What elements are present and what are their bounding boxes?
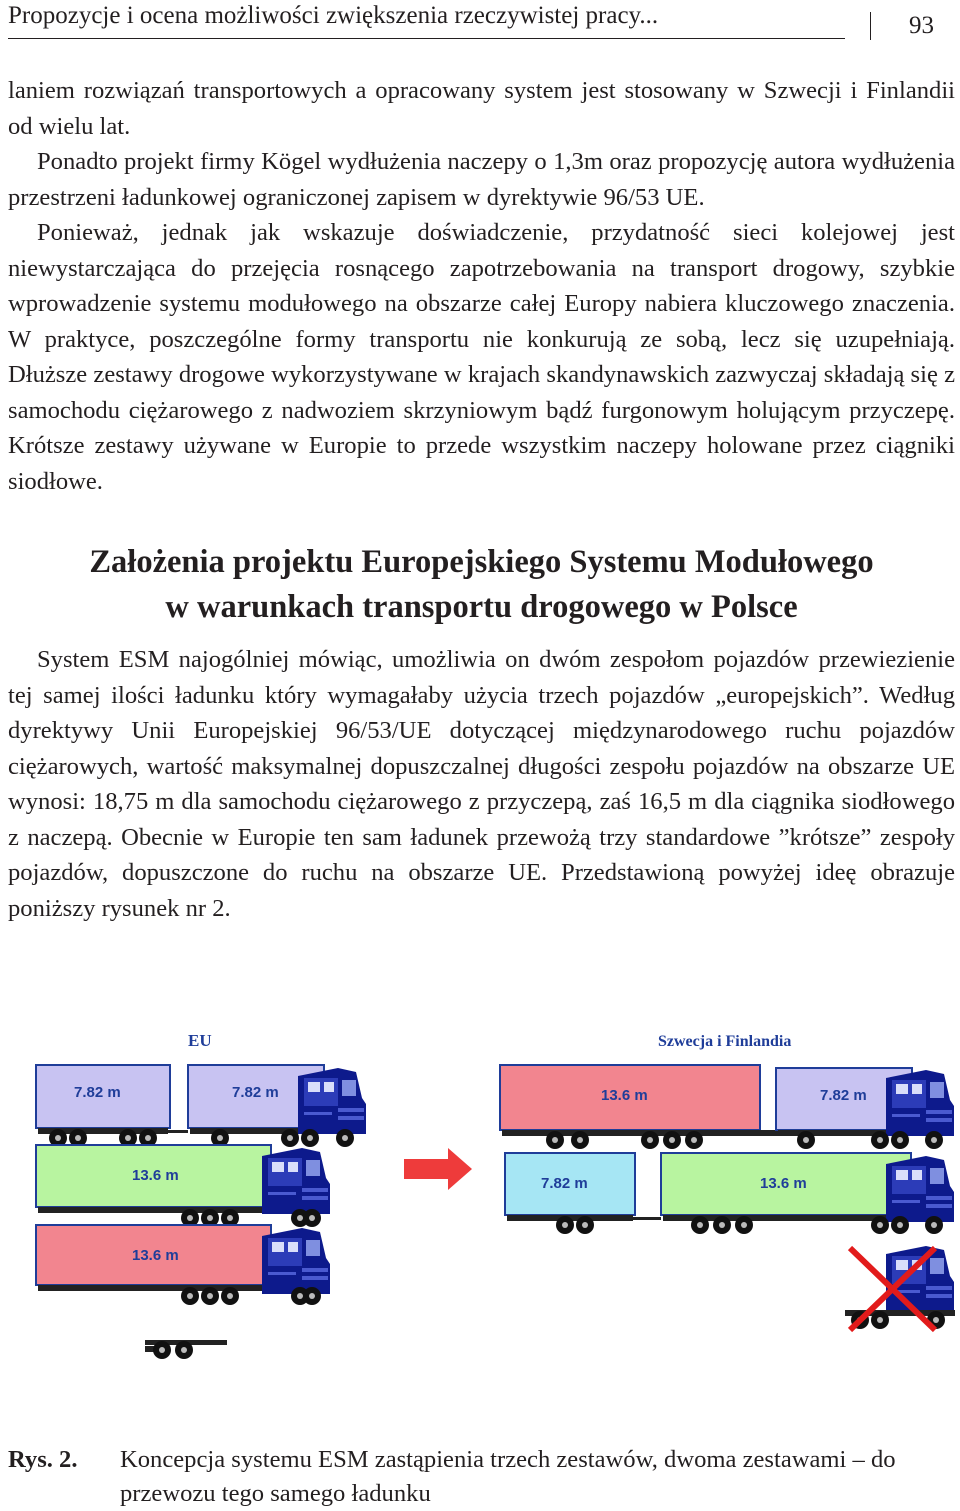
sf-combo2-box1-label: 7.82 m	[541, 1175, 588, 1192]
dolly-icon	[145, 1340, 227, 1359]
eu-combo1-box1-label: 7.82 m	[74, 1084, 121, 1101]
sf-combo-long-1	[500, 1065, 954, 1149]
figure-drawing	[0, 1020, 960, 1400]
eu-combo1-box2-label: 7.82 m	[232, 1084, 279, 1101]
running-title: Propozycje i ocena możliwości zwiększenia rzeczywistej pracy...	[8, 2, 659, 29]
intro-paragraph-1: laniem rozwiązań transportowych a opracowany system jest stosowany w Szwecji i Finlandii od wielu lat.	[8, 77, 955, 140]
header-rule	[8, 38, 845, 39]
eu-combo-semi-green	[36, 1145, 330, 1227]
section-heading-line-1: Założenia projektu Europejskiego Systemu Modułowego	[89, 544, 874, 580]
eu-label: EU	[188, 1031, 212, 1050]
page-number: 93	[909, 12, 934, 39]
section-paragraph: System ESM najogólniej mówiąc, umożliwia on dwóm zespołom pojazdów przewiezienie tej samej ilości ładunku który wymagałaby użycia trzech pojazdów „europejskich”. Według dyrektywy Unii Europejskiej 96/53/UE dotyczącej międzynarodowego ruchu pojazdów ciężarowych, wartość maksymalnej dopuszczalnej długości zespołu pojazdów na obszarze UE wynosi: 18,75 m dla samochodu ciężarowego z przyczepą, zaś 16,5 m dla ciągnika siodłowego z naczepą. Obecnie w Europie ten sam ładunek przewożą trzy standardowe ”krótsze” zespoły pojazdów, dopuszczone do ruchu na obszarze UE. Przedstawioną powyżej ideę obrazuje poniższy rysunek nr 2.	[8, 646, 955, 922]
eu-combo2-box-label: 13.6 m	[132, 1167, 179, 1184]
running-header	[8, 0, 952, 42]
arrow-icon	[404, 1148, 472, 1190]
intro-text	[8, 73, 955, 499]
sf-combo1-box2-label: 7.82 m	[820, 1087, 867, 1104]
intro-paragraph-3: Ponieważ, jednak jak wskazuje doświadczenie, przydatność sieci kolejowej jest niewystarczająca do przejęcia rosnącego zapotrzebowania na transport drogowy, szybkie wprowadzenie systemu modułowego na obszarze całej Europy nabiera kluczowego znaczenia. W praktyce, poszczególne formy transportu nie konkurują ze sobą, lecz się uzupełniają. Dłuższe zestawy drogowe wykorzystywane w krajach skandynawskich zazwyczaj składają się z samochodu ciężarowego z nadwoziem skrzyniowym bądź furgonowym holującym przyczepę. Krótsze zestawy używane w Europie to przede wszystkim naczepy holowane przez ciągniki siodłowe.	[8, 219, 955, 495]
header-divider	[870, 12, 871, 40]
caption-text: Koncepcja systemu ESM zastąpienia trzech zestawów, dwoma zestawami – do przewozu tego samego ładunku	[120, 1446, 896, 1507]
intro-paragraph-2: Ponadto projekt firmy Kögel wydłużenia naczepy o 1,3m oraz propozycję autora wydłużenia przestrzeni ładunkowej ograniczonej zapisem w dyrektywie 96/53 UE.	[8, 148, 955, 211]
section-heading-line-2: w warunkach transportu drogowego w Polsce	[165, 589, 798, 625]
sf-combo-long-2	[505, 1153, 954, 1234]
eu-combo3-box-label: 13.6 m	[132, 1247, 179, 1264]
caption-label: Rys. 2.	[8, 1446, 78, 1473]
sweden-finland-label: Szwecja i Finlandia	[658, 1033, 792, 1050]
sf-combo2-box2-label: 13.6 m	[760, 1175, 807, 1192]
section-body	[8, 642, 955, 926]
eu-combo-truck-trailer	[36, 1065, 366, 1147]
sf-combo1-box1-label: 13.6 m	[601, 1087, 648, 1104]
figure-esm-concept	[0, 1020, 960, 1400]
eu-combo-semi-pink	[36, 1225, 330, 1305]
section-heading	[8, 540, 955, 630]
crossed-tractor-icon	[845, 1246, 955, 1330]
